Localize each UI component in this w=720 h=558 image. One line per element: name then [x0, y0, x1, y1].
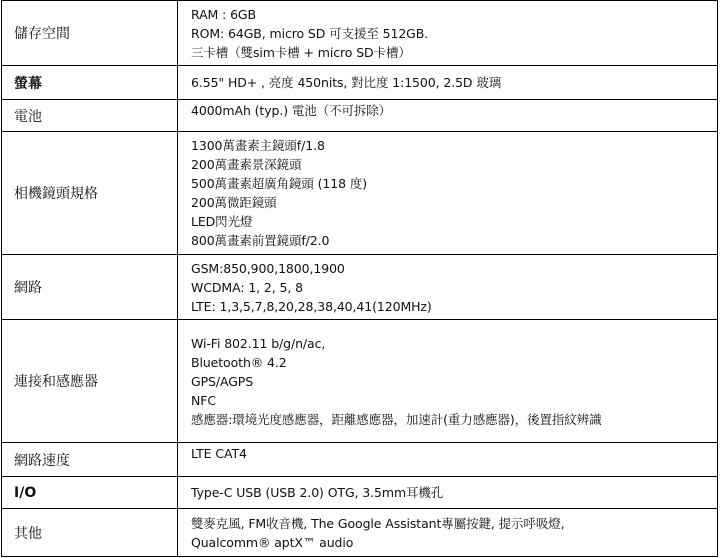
spec-value-line: 4000mAh (typ.) 電池（不可拆除）: [191, 103, 392, 118]
spec-row-network-speed: [2, 443, 718, 477]
spec-row-connectivity: [2, 320, 718, 443]
spec-value-line: Bluetooth® 4.2: [191, 354, 287, 370]
spec-label-battery: 電池: [2, 100, 178, 132]
spec-value-line: 200萬畫素景深鏡頭: [191, 157, 302, 172]
spec-value-battery: [178, 100, 718, 132]
spec-value-line: RAM : 6GB: [191, 6, 256, 22]
spec-value-line: LTE CAT4: [191, 446, 247, 461]
spec-value-line: 800萬畫素前置鏡頭f/2.0: [191, 233, 330, 248]
spec-value-line: Qualcomm® aptX™ audio: [191, 534, 354, 550]
spec-label-storage: 儲存空間: [2, 1, 178, 66]
spec-value-line: NFC: [191, 392, 216, 408]
spec-row-network: [2, 255, 718, 320]
spec-row-io: [2, 477, 718, 509]
spec-label-other: 其他: [2, 509, 178, 557]
spec-row-screen: [2, 66, 718, 100]
spec-value-line: LED閃光燈: [191, 214, 253, 229]
spec-value-line: 200萬微距鏡頭: [191, 195, 277, 210]
spec-label-network-speed: 網路速度: [2, 443, 178, 477]
spec-row-battery: [2, 100, 718, 132]
spec-value-line: 6.55" HD+ , 亮度 450nits, 對比度 1:1500, 2.5D 玻璃: [191, 75, 502, 90]
spec-label-camera: 相機鏡頭規格: [2, 132, 178, 255]
spec-label-connectivity: 連接和感應器: [2, 320, 178, 443]
spec-value-line: Type-C USB (USB 2.0) OTG, 3.5mm耳機孔: [191, 485, 444, 500]
spec-value-line: ROM: 64GB, micro SD 可支援至 512GB.: [191, 25, 429, 41]
spec-value-network: [178, 255, 718, 320]
spec-value-line: GPS/AGPS: [191, 373, 254, 389]
spec-value-network-speed: [178, 443, 718, 477]
spec-row-camera: [2, 132, 718, 255]
spec-value-storage: [178, 1, 718, 66]
spec-row-storage: [2, 1, 718, 66]
spec-value-line: 1300萬畫素主鏡頭f/1.8: [191, 138, 325, 153]
spec-value-other: [178, 509, 718, 557]
spec-value-line: 感應器:環境光度感應器，距離感應器，加速計(重力感應器)，後置指紋辨識: [191, 411, 602, 427]
spec-value-line: 三卡槽（雙sim卡槽 + micro SD卡槽）: [191, 44, 411, 60]
spec-label-network: 網路: [2, 255, 178, 320]
spec-value-line: Wi-Fi 802.11 b/g/n/ac,: [191, 335, 326, 351]
spec-value-camera: [178, 132, 718, 255]
spec-value-line: 雙麥克風, FM收音機, The Google Assistant專屬按鍵, 提示呼吸燈,: [191, 515, 565, 531]
spec-value-line: GSM:850,900,1800,1900: [191, 260, 345, 276]
spec-row-other: [2, 509, 718, 557]
spec-value-connectivity: [178, 320, 718, 443]
spec-label-io: I/O: [2, 477, 178, 509]
spec-value-screen: [178, 66, 718, 100]
spec-value-line: LTE: 1,3,5,7,8,20,28,38,40,41(120MHz): [191, 298, 432, 314]
spec-table: [1, 0, 718, 557]
spec-value-io: [178, 477, 718, 509]
spec-value-line: WCDMA: 1, 2, 5, 8: [191, 279, 303, 295]
spec-label-screen: 螢幕: [2, 66, 178, 100]
spec-value-line: 500萬畫素超廣角鏡頭 (118 度): [191, 176, 368, 191]
